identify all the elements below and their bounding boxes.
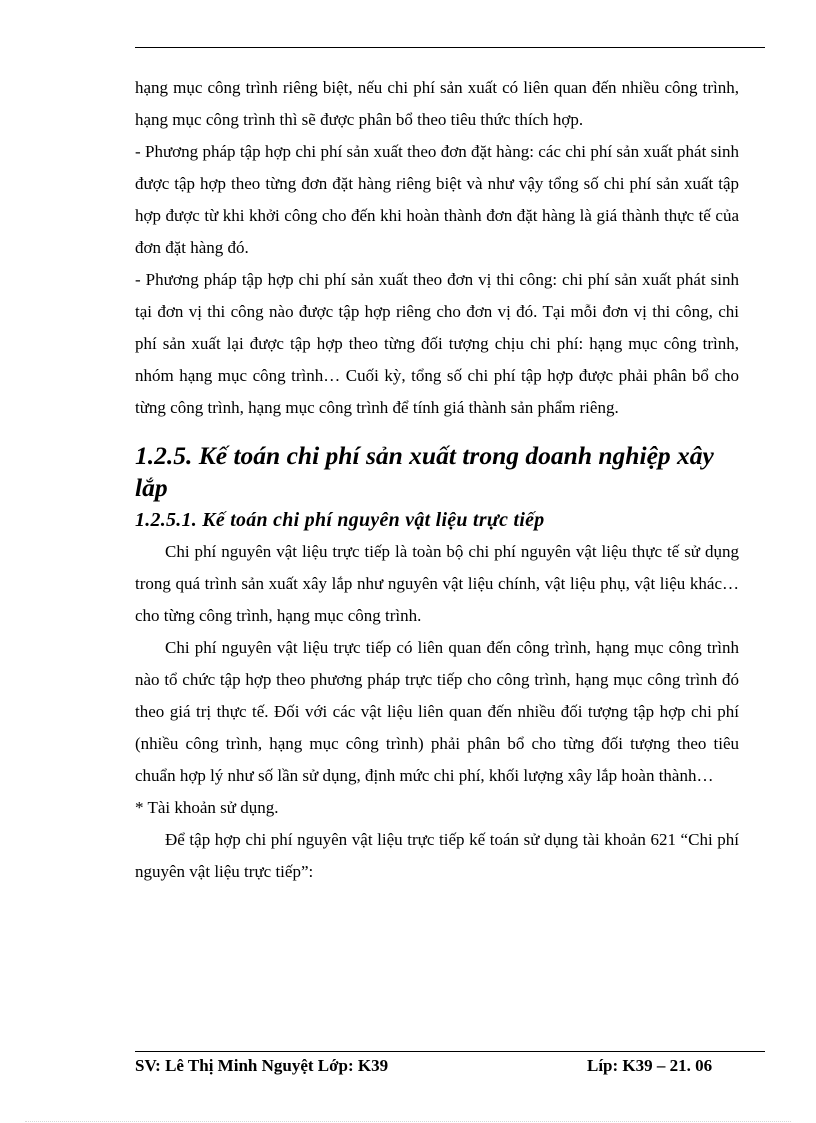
- header-rule: [135, 47, 765, 48]
- document-body: [135, 72, 739, 888]
- paragraph-account-621: Để tập hợp chi phí nguyên vật liệu trực tiếp kế toán sử dụng tài khoản 621 “Chi phí nguyên vật liệu trực tiếp”:: [135, 830, 739, 881]
- paragraph-cost-allocation: hạng mục công trình riêng biệt, nếu chi phí sản xuất có liên quan đến nhiều công trình, hạng mục công trình thì sẽ được phân bổ theo tiêu thức thích hợp.: [135, 78, 739, 129]
- footer-class-info: Líp: K39 – 21. 06: [587, 1056, 713, 1075]
- account-note: * Tài khoản sử dụng.: [135, 798, 279, 817]
- section-heading: 1.2.5. Kế toán chi phí sản xuất trong doanh nghiệp xây lắp: [135, 441, 714, 502]
- page-edge-divider: [25, 1121, 791, 1122]
- footer-rule: [135, 1051, 765, 1052]
- subsection-heading: 1.2.5.1. Kế toán chi phí nguyên vật liệu trực tiếp: [135, 509, 545, 531]
- paragraph-unit-method: - Phương pháp tập hợp chi phí sản xuất theo đơn vị thi công: chi phí sản xuất phát sinh tại đơn vị thi công nào được tập hợp riêng cho đơn vị đó. Tại mỗi đơn vị thi công, chi phí sản xuất lại được tập hợp theo từng đối tượng chịu chi phí: hạng mục công trình, nhóm hạng mục công trình… Cuối kỳ, tổng số chi phí tập hợp được phải phân bổ cho từng công trình, hạng mục công trình để tính giá thành sản phẩm riêng.: [135, 270, 739, 417]
- paragraph-order-method: - Phương pháp tập hợp chi phí sản xuất theo đơn đặt hàng: các chi phí sản xuất phát sinh được tập hợp theo từng đơn đặt hàng riêng biệt và như vậy tổng số chi phí sản xuất tập hợp được từ khi khởi công cho đến khi hoàn thành đơn đặt hàng là giá thành thực tế của đơn đặt hàng đó.: [135, 142, 739, 257]
- footer-student-info: SV: Lê Thị Minh Nguyệt Lớp: K39: [135, 1056, 389, 1075]
- paragraph-material-definition: Chi phí nguyên vật liệu trực tiếp là toàn bộ chi phí nguyên vật liệu thực tế sử dụng trong quá trình sản xuất xây lắp như nguyên vật liệu chính, vật liệu phụ, vật liệu khác… cho từng công trình, hạng mục công trình.: [135, 542, 739, 625]
- paragraph-material-allocation: Chi phí nguyên vật liệu trực tiếp có liên quan đến công trình, hạng mục công trình nào tổ chức tập hợp theo phương pháp trực tiếp cho công trình, hạng mục công trình đó theo giá trị thực tế. Đối với các vật liệu liên quan đến nhiều đối tượng tập hợp chi phí (nhiều công trình, hạng mục công trình) phải phân bổ cho từng đối tượng theo tiêu chuẩn hợp lý như số lần sử dụng, định mức chi phí, khối lượng xây lắp hoàn thành…: [135, 638, 739, 785]
